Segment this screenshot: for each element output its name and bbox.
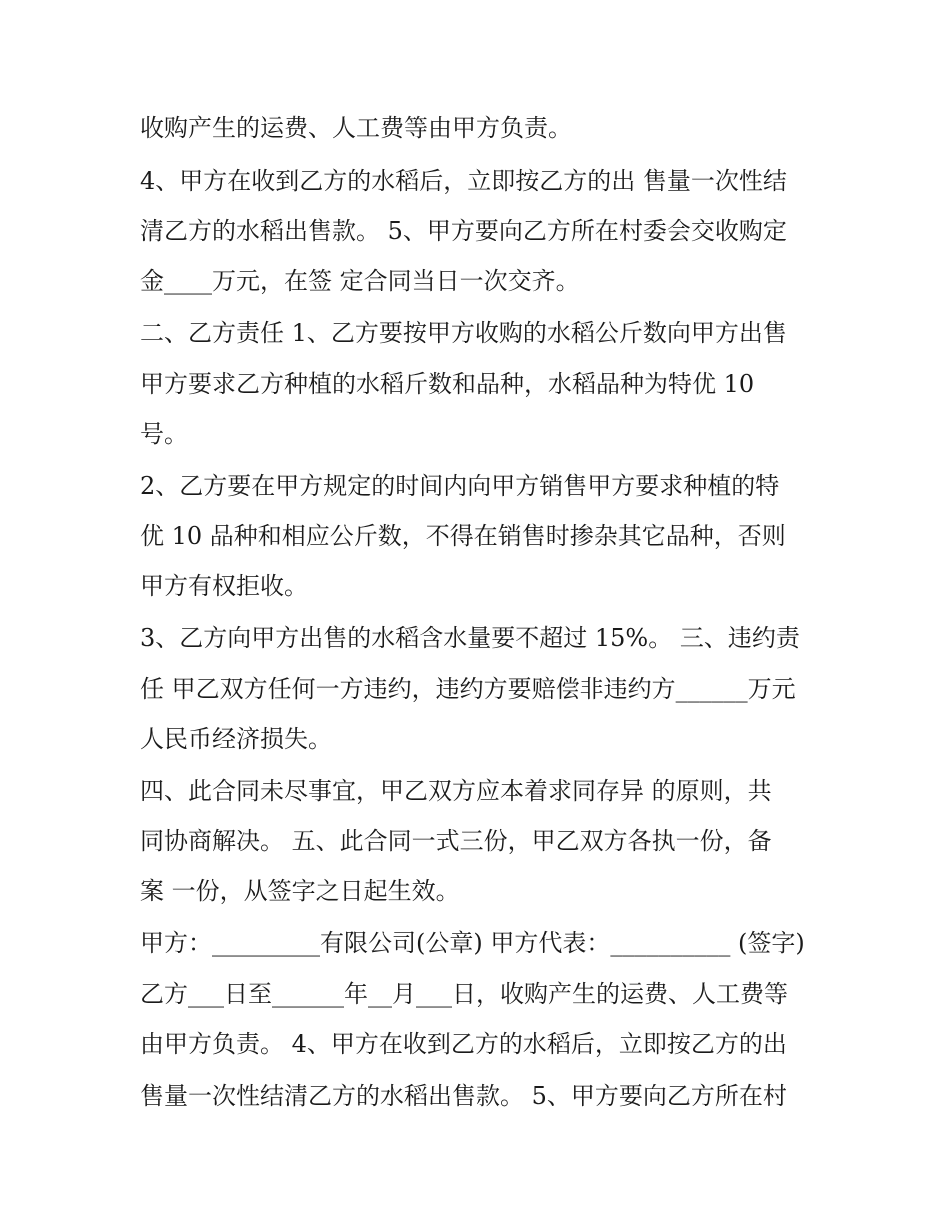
text-line: 人民币经济损失。 — [140, 725, 332, 753]
text-line: 甲方要求乙方种植的水稻斤数和品种，水稻品种为特优 10 — [140, 370, 755, 398]
text-line: 收购产生的运费、人工费等由甲方负责。 — [140, 114, 572, 142]
text-line: 四、此合同未尽事宜，甲乙双方应本着求同存异 的原则，共 — [140, 777, 772, 805]
text-line: 甲方有权拒收。 — [140, 572, 308, 600]
text-line: 由甲方负责。 4、甲方在收到乙方的水稻后，立即按乙方的出 — [140, 1030, 787, 1058]
text-line: 2、乙方要在甲方规定的时间内向甲方销售甲方要求种植的特 — [140, 472, 780, 500]
text-line: 金____万元，在签 定合同当日一次交齐。 — [140, 267, 580, 295]
text-line: 同协商解决。 五、此合同一式三份，甲乙双方各执一份，备 — [140, 827, 772, 855]
text-line: 乙方___日至______年__月___日，收购产生的运费、人工费等 — [140, 980, 788, 1008]
text-line: 二、乙方责任 1、乙方要按甲方收购的水稻公斤数向甲方出售 — [140, 319, 787, 347]
text-line: 3、乙方向甲方出售的水稻含水量要不超过 15%。 三、违约责 — [140, 624, 800, 652]
text-line: 售量一次性结清乙方的水稻出售款。 5、甲方要向乙方所在村 — [140, 1082, 787, 1110]
text-line: 优 10 品种和相应公斤数，不得在销售时掺杂其它品种，否则 — [140, 522, 786, 550]
text-line: 案 一份，从签字之日起生效。 — [140, 877, 460, 905]
text-line: 清乙方的水稻出售款。 5、甲方要向乙方所在村委会交收购定 — [140, 217, 787, 245]
text-line: 4、甲方在收到乙方的水稻后，立即按乙方的出 售量一次性结 — [140, 167, 787, 195]
text-line: 号。 — [140, 420, 188, 448]
signature-line: 甲方：_________有限公司(公章) 甲方代表：__________ (签字) — [140, 929, 805, 957]
text-line: 任 甲乙双方任何一方违约，违约方要赔偿非违约方______万元 — [140, 675, 796, 703]
